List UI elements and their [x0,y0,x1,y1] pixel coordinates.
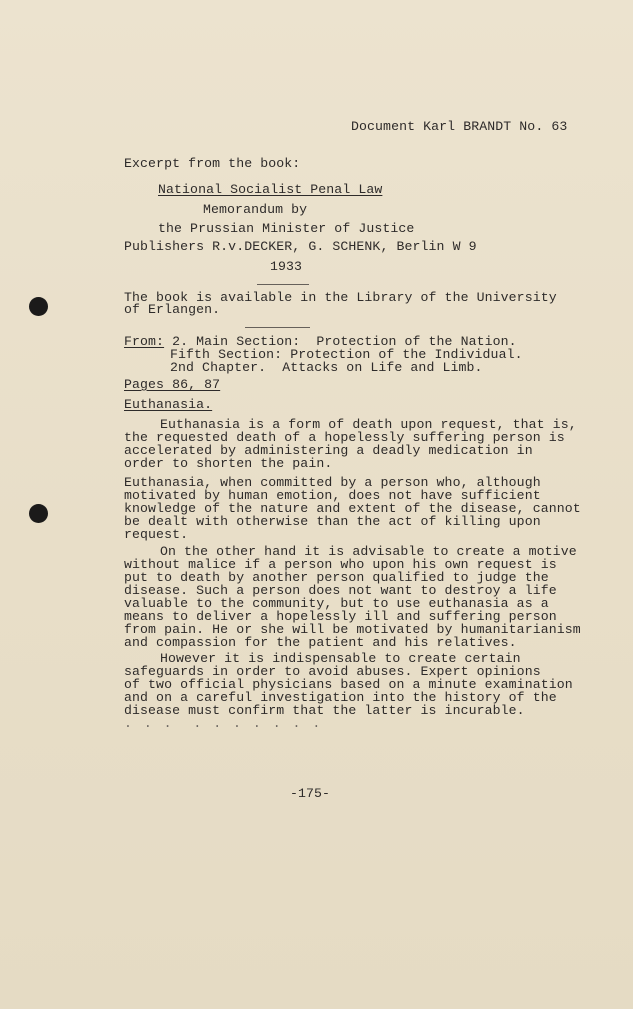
para3-line: means to deliver a hopelessly ill and suffering person [124,609,557,624]
book-subtitle: Memorandum by [203,202,308,217]
para3-line: without malice if a person who upon his own request is [124,557,557,572]
para1-line: accelerated by administering a deadly medication in [124,443,533,458]
para1-line: order to shorten the pain. [124,456,333,471]
para3-line: valuable to the community, but to use euthanasia as a [124,596,549,611]
from-line-3: 2nd Chapter. Attacks on Life and Limb. [170,360,483,375]
para2-line: knowledge of the nature and extent of the disease, cannot [124,501,581,516]
from-label: From: [124,334,165,349]
availability-line-1: The book is available in the Library of the University [124,290,557,305]
para4-line: and on a careful investigation into the history of the [124,690,557,705]
book-title: National Socialist Penal Law [158,182,383,197]
availability-line-2: of Erlangen. [124,302,221,317]
punch-hole-top [29,297,48,316]
book-publishers: Publishers R.v.DECKER, G. SCHENK, Berlin W 9 [124,239,477,254]
from-line-2: Fifth Section: Protection of the Individual. [170,347,523,362]
section-heading: Euthanasia. [124,397,213,412]
divider-rule [257,284,309,285]
para4-line: disease must confirm that the latter is incurable. [124,703,525,718]
para2-line: request. [124,527,189,542]
punch-hole-bottom [29,504,48,523]
para2-line: motivated by human emotion, does not have sufficient [124,488,541,503]
faint-line: . . . . . . . . . . [124,716,323,731]
para4-line: safeguards in order to avoid abuses. Expert opinions [124,664,541,679]
from-main-section: 2. Main Section: Protection of the Nation. [164,334,517,349]
para1-line: Euthanasia is a form of death upon request, that is, [160,417,577,432]
para2-line: be dealt with otherwise than the act of killing upon [124,514,541,529]
divider-rule [245,327,310,328]
document-label: Document Karl BRANDT No. 63 [351,119,568,134]
pages-label: Pages 86, 87 [124,377,221,392]
book-author: the Prussian Minister of Justice [158,221,415,236]
para3-line: put to death by another person qualified to judge the [124,570,549,585]
para3-line: disease. Such a person does not want to destroy a life [124,583,557,598]
para2-line: Euthanasia, when committed by a person who, although [124,475,541,490]
excerpt-line: Excerpt from the book: [124,156,301,171]
page-number: -175- [290,786,331,801]
para3-line: and compassion for the patient and his relatives. [124,635,517,650]
para3-line: from pain. He or she will be motivated by humanitarianism [124,622,581,637]
para4-line: of two official physicians based on a minute examination [124,677,573,692]
para3-line: On the other hand it is advisable to create a motive [160,544,577,559]
para4-line: However it is indispensable to create certain [160,651,521,666]
para1-line: the requested death of a hopelessly suffering person is [124,430,565,445]
book-year: 1933 [270,259,303,274]
